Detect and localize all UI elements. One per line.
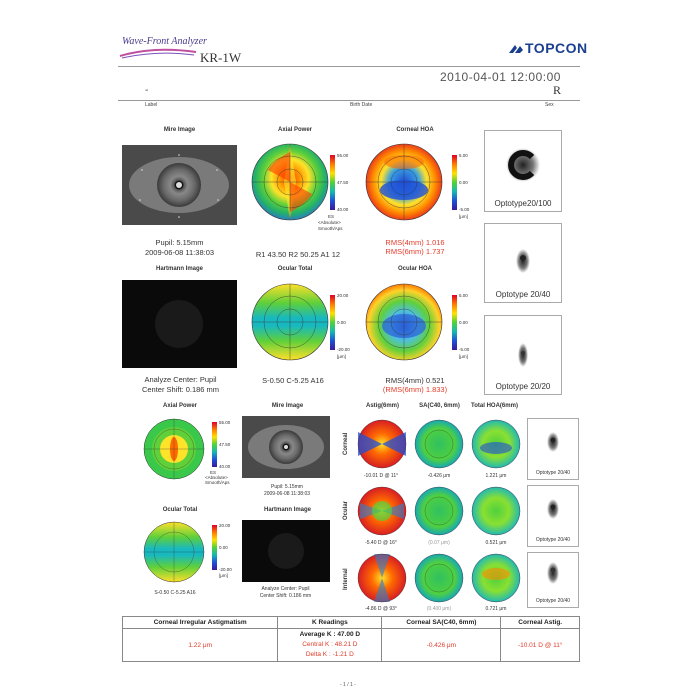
axial-scale-smooth: Smooth/Aps: [318, 226, 343, 231]
average-k: Average K : 47.00 D: [299, 631, 361, 638]
summary-irregular-astig-value: 1.22 μm: [123, 629, 278, 662]
internal-optotype-blur: [545, 558, 561, 588]
birth-date-header: Birth Date: [350, 102, 373, 108]
axial-scale-absolute: <Absolute>: [318, 220, 341, 225]
summary-header-corneal-astig: Corneal Astig.: [501, 617, 580, 629]
bottom-mire-title: Mire Image: [271, 403, 304, 409]
astig-header: Astig(6mm): [365, 403, 399, 409]
ohoa-scale-min: -5.00: [459, 347, 470, 352]
ocular-rms-4mm: RMS(4mm) 0.521: [385, 376, 445, 385]
ot-scale-unit: [μm]: [337, 354, 346, 359]
optotype-label-2: Optotype 20/40: [495, 290, 551, 299]
ot-scale-min: -20.00: [337, 347, 350, 352]
corneal-sa-map: [413, 418, 465, 470]
corneal-total-hoa-map: [470, 418, 522, 470]
axial-scale-es: ES: [328, 214, 335, 219]
sa-header: SA(C40, 6mm): [419, 403, 460, 409]
ocular-total-colorbar: [330, 295, 335, 350]
corneal-rms-6mm: RMS(6mm) 1.737: [385, 247, 445, 256]
ocular-total-value: 0.521 μm: [485, 540, 507, 546]
internal-astig-map: [356, 552, 408, 604]
axial-power-map: [248, 140, 333, 225]
ocular-astig-value: -5.40 D @ 16°: [365, 540, 397, 546]
corneal-hoa-colorbar: [452, 155, 457, 210]
ocular-astig-map: [356, 485, 408, 537]
bottom-hartmann-image: [242, 520, 330, 582]
optotype-panel-3: [484, 315, 562, 395]
summary-header-corneal-sa: Corneal SA(C40, 6mm): [382, 617, 501, 629]
corneal-hoa-title: Corneal HOA: [396, 127, 434, 133]
optotype-label-3: Optotype 20/20: [495, 382, 551, 391]
row-label-corneal: Corneal: [343, 432, 349, 455]
mire-capture-date: 2009-06-08 11:38:03: [144, 248, 215, 257]
header-divider: [118, 66, 580, 67]
axial-scale-max: 55.00: [337, 153, 349, 158]
patient-divider: [118, 100, 580, 101]
b-ot-scale-mid: 0.00: [219, 545, 228, 550]
bottom-hartmann-title: Hartmann Image: [263, 507, 311, 513]
corneal-optotype-label: Optotype 20/40: [535, 470, 571, 476]
bottom-axial-colorbar: [212, 422, 217, 467]
axial-power-title: Axial Power: [277, 127, 312, 133]
internal-total-hoa-map: [470, 552, 522, 604]
ocular-hoa-title: Ocular HOA: [397, 266, 432, 272]
k-values: R1 43.50 R2 50.25 A1 12: [255, 250, 341, 259]
bottom-ocular-total-values: S-0.50 C-5.25 A16: [154, 590, 196, 596]
b-axial-scale-absolute: <Absolute>: [205, 475, 228, 480]
ocular-total-title: Ocular Total: [277, 266, 313, 272]
ocular-optotype-blur: [545, 494, 561, 524]
hoa-scale-min: -5.00: [459, 207, 470, 212]
row-label-ocular: Ocular: [343, 500, 349, 520]
mire-image-title: Mire Image: [163, 127, 196, 133]
summary-k-readings-cell: [278, 629, 382, 662]
brand-swoosh-icon: [118, 46, 198, 60]
b-axial-scale-max: 55.00: [219, 420, 231, 425]
internal-astig-value: -4.86 D @ 93°: [365, 606, 397, 612]
summary-corneal-astig-value: -10.01 D @ 11°: [501, 629, 580, 662]
ohoa-scale-max: 5.00: [459, 293, 468, 298]
b-ot-scale-min: -20.00: [219, 567, 232, 572]
b-axial-scale-smooth: Smooth/Aps: [205, 480, 230, 485]
summary-table: [122, 616, 580, 662]
ot-scale-mid: 0.00: [337, 320, 346, 325]
analyze-center: Analyze Center: Pupil: [144, 375, 217, 384]
row-label-internal: Internal: [343, 568, 349, 590]
corneal-rms-4mm: RMS(4mm) 1.016: [385, 238, 445, 247]
optotype-blur-1: [503, 143, 543, 188]
bottom-ocular-total-map: [140, 518, 208, 586]
label-header: Label: [145, 102, 158, 108]
brand-script-logo: Wave-Front Analyzer: [122, 36, 207, 47]
optotype-panel-1: [484, 130, 562, 212]
internal-total-value: 0.721 μm: [485, 606, 507, 612]
corneal-astig-map: [356, 418, 408, 470]
mire-image: [122, 145, 237, 225]
corneal-hoa-map: [362, 140, 447, 225]
ohoa-scale-mid: 0.00: [459, 320, 468, 325]
ocular-optotype-label: Optotype 20/40: [535, 537, 571, 543]
pupil-size: Pupil: 5.15mm: [155, 238, 204, 247]
ocular-optotype-panel: [527, 485, 579, 547]
ocular-total-hoa-map: [470, 485, 522, 537]
b-axial-scale-mid: 47.50: [219, 442, 231, 447]
ocular-hoa-map: [362, 280, 447, 365]
axial-scale-min: 40.00: [337, 207, 349, 212]
optotype-blur-3: [515, 338, 531, 373]
hoa-scale-max: 5.00: [459, 153, 468, 158]
center-shift: Center Shift: 0.186 mm: [141, 385, 220, 394]
corneal-astig-value: -10.01 D @ 11°: [363, 473, 399, 479]
bottom-ot-colorbar: [212, 525, 217, 570]
total-hoa-header: Total HOA(6mm): [471, 403, 518, 409]
topcon-logo-icon: [508, 43, 524, 55]
internal-optotype-panel: [527, 552, 579, 608]
summary-header-k-readings: K Readings: [278, 617, 382, 629]
b-ot-scale-max: 20.00: [219, 523, 231, 528]
bottom-axial-map: [140, 415, 208, 483]
bottom-mire-date: 2009-06-08 11:38:03: [263, 491, 311, 497]
corneal-optotype-blur: [545, 427, 561, 457]
hoa-scale-mid: 0.00: [459, 180, 468, 185]
summary-header-irregular-astig: Corneal Irregular Astigmatism: [123, 617, 278, 629]
patient-label-value: -: [145, 85, 149, 96]
optotype-label-1: Optotype20/100: [494, 199, 552, 208]
corneal-sa-value: -0.426 μm: [427, 473, 451, 479]
exam-datetime: 2010-04-01 12:00:00: [440, 70, 561, 84]
bottom-center-shift: Center Shift: 0.186 mm: [259, 593, 312, 599]
model-name: KR-1W: [200, 50, 242, 65]
axial-colorbar: [330, 155, 335, 210]
corneal-optotype-panel: [527, 418, 579, 480]
ocular-total-values: S-0.50 C-5.25 A16: [262, 376, 324, 385]
bottom-analyze-center: Analyze Center: Pupil: [261, 586, 310, 592]
summary-value-row: [123, 629, 580, 662]
b-ot-scale-unit: [μm]: [219, 573, 228, 578]
company-name: TOPCON: [525, 40, 588, 56]
ocular-rms-6mm: (RMS(6mm) 1.833): [382, 385, 448, 394]
sex-header: Sex: [545, 102, 554, 108]
bottom-ocular-total-title: Ocular Total: [162, 507, 198, 513]
internal-optotype-label: Optotype 20/40: [535, 598, 571, 604]
internal-sa-map: [413, 552, 465, 604]
hartmann-image: [122, 280, 237, 368]
optotype-panel-2: [484, 223, 562, 303]
page-number: - 1 / 1 -: [340, 682, 356, 688]
ohoa-scale-unit: [μm]: [459, 354, 468, 359]
b-axial-scale-min: 40.00: [219, 464, 231, 469]
b-axial-scale-es: ES: [210, 470, 217, 475]
hoa-scale-unit: [μm]: [459, 214, 468, 219]
ocular-total-map: [248, 280, 333, 365]
delta-k: Delta K : -1.21 D: [305, 651, 354, 658]
central-k: Central K : 48.21 D: [302, 641, 358, 648]
summary-header-row: [123, 617, 580, 629]
bottom-pupil-size: Pupil: 5.15mm: [271, 484, 303, 490]
summary-corneal-sa-value: -0.426 μm: [382, 629, 501, 662]
optotype-blur-2: [513, 244, 533, 279]
internal-sa-value: (0.400 μm): [426, 606, 452, 612]
corneal-total-value: 1.221 μm: [485, 473, 507, 479]
eye-side: R: [553, 83, 562, 97]
axial-scale-mid: 47.50: [337, 180, 349, 185]
ocular-sa-map: [413, 485, 465, 537]
ocular-hoa-colorbar: [452, 295, 457, 350]
bottom-axial-title: Axial Power: [162, 403, 197, 409]
bottom-mire-image: [242, 416, 330, 478]
hartmann-image-title: Hartmann Image: [155, 266, 203, 272]
ocular-sa-value: (0.07 μm): [428, 540, 450, 546]
ot-scale-max: 20.00: [337, 293, 349, 298]
